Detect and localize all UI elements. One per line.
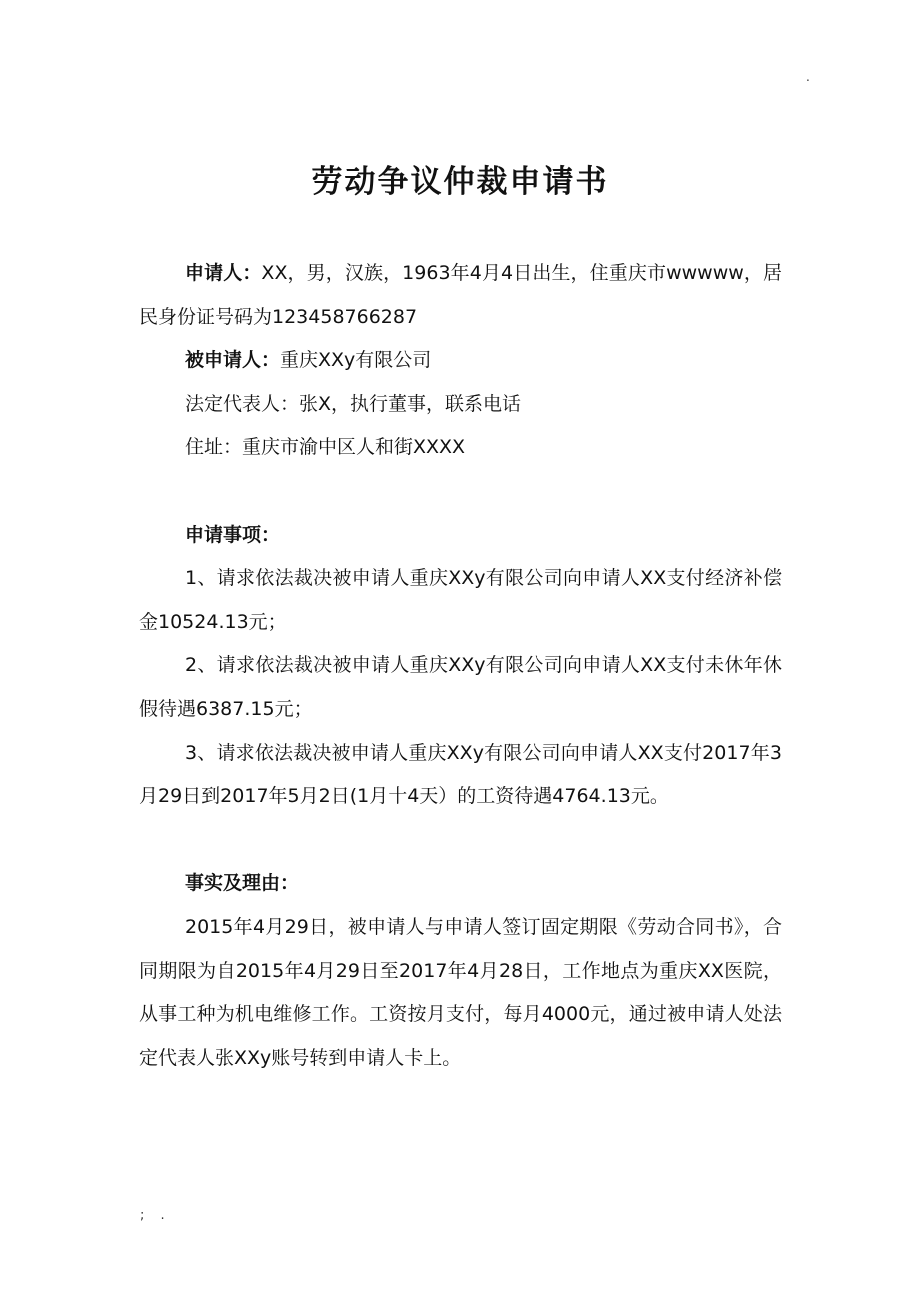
- document-title: 劳动争议仲裁申请书: [311, 164, 609, 200]
- claim-item: 1、请求依法裁决被申请人重庆XXy有限公司向申请人XX支付经济补偿金10524.13元；: [139, 567, 782, 633]
- respondent-label: 被申请人：: [185, 349, 281, 372]
- facts-paragraph: 2015年4月29日，被申请人与申请人签订固定期限《劳动合同书》，合同期限为自2015年4月29日至2017年4月28日，工作地点为重庆XX医院，从事工种为机电维修工作。工资按月支付，每月4000元，通过被申请人处法定代表人张XXy账号转到申请人卡上。: [139, 915, 782, 1069]
- respondent-text: 重庆XXy有限公司: [280, 349, 432, 372]
- header-mark: .: [806, 70, 810, 84]
- facts-heading: 事实及理由：: [185, 872, 300, 895]
- claim-item: 3、请求依法裁决被申请人重庆XXy有限公司向申请人XX支付2017年3月29日到2017年5月2日(1月十4天）的工资待遇4764.13元。: [139, 741, 782, 808]
- section-gap: [139, 470, 782, 514]
- applicant-label: 申请人：: [185, 262, 262, 284]
- respondent-paragraph: [139, 339, 782, 383]
- footer-mark: ; .: [140, 1208, 171, 1223]
- legal-representative-line: 法定代表人：张X，执行董事，联系电话: [185, 392, 522, 415]
- claim-item: 2、请求依法裁决被申请人重庆XXy有限公司向申请人XX支付未休年休假待遇6387.15元；: [139, 654, 782, 720]
- claims-heading: 申请事项：: [185, 523, 281, 546]
- applicant-paragraph: [139, 252, 782, 339]
- applicant-text: XX，男，汉族，1963年4月4日出生，住重庆市wwwww，居民身份证号码为123458766287: [139, 262, 782, 328]
- section-gap: [139, 819, 782, 863]
- document-body: [139, 252, 782, 1080]
- address-line: 住址：重庆市渝中区人和街XXXX: [185, 436, 466, 459]
